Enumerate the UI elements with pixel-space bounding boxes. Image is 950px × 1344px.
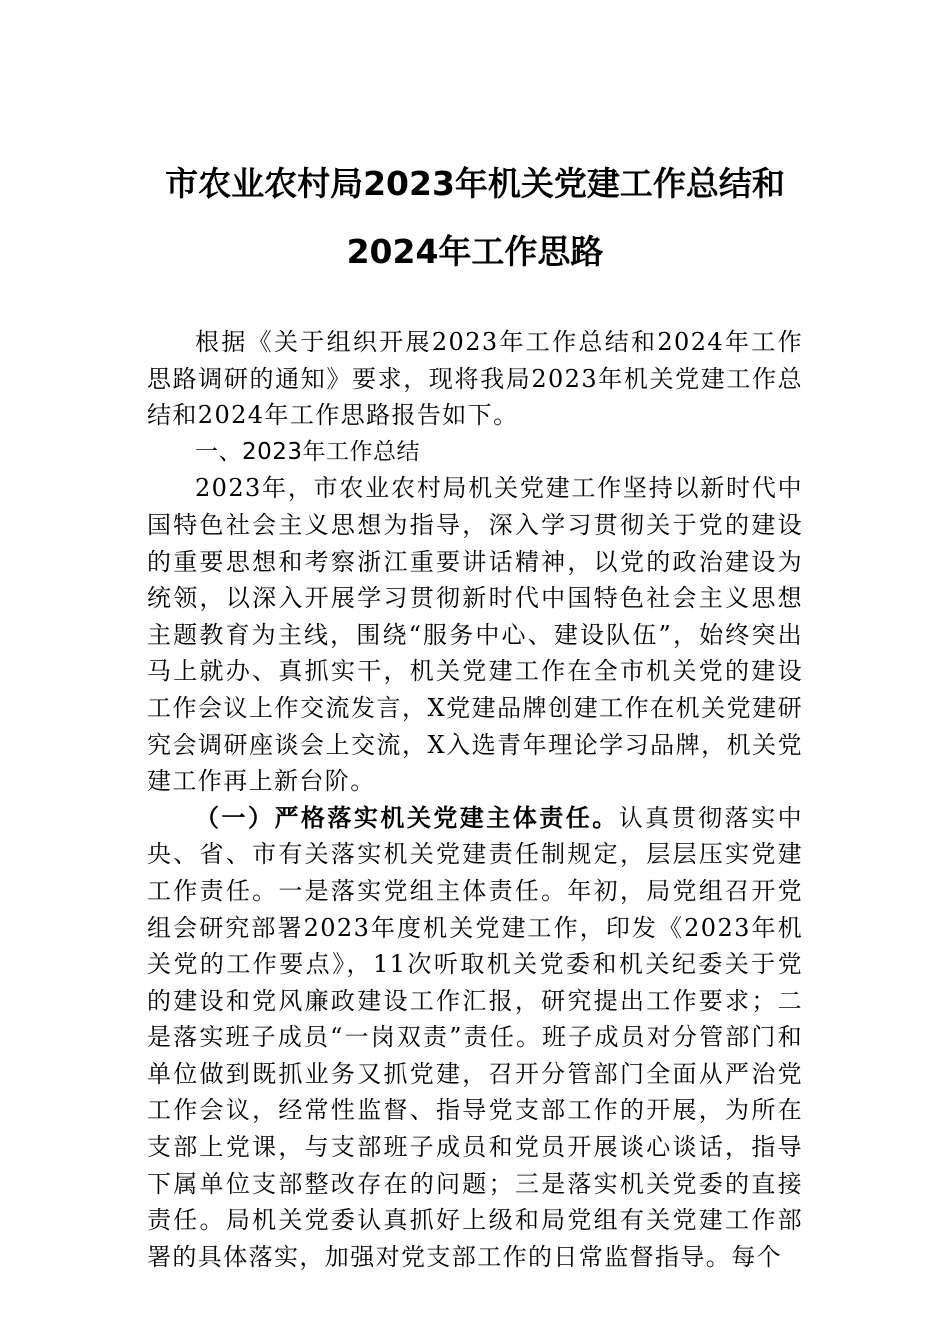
subsection-paragraph <box>147 800 803 1276</box>
document-title-line1: 市农业农村局2023年机关党建工作总结和 <box>165 164 785 203</box>
document-title-line2: 2024年工作思路 <box>346 232 604 271</box>
document-body <box>147 324 803 1275</box>
intro-paragraph: 根据《关于组织开展2023年工作总结和2024年工作思路调研的通知》要求，现将我局2023年机关党建工作总结和2024年工作思路报告如下。 <box>147 328 803 430</box>
subsection-heading: （一）严格落实机关党建主体责任。 <box>195 802 619 832</box>
section-paragraph: 2023年，市农业农村局机关党建工作坚持以新时代中国特色社会主义思想为指导，深入学习贯彻关于党的建设的重要思想和考察浙江重要讲话精神，以党的政治建设为统领，以深入开展学习贯彻新时代中国特色社会主义思想主题教育为主线，围绕“服务中心、建设队伍”，始终突出马上就办、真抓实干，机关党建工作在全市机关党的建设工作会议上作交流发言，X党建品牌创建工作在机关党建研究会调研座谈会上交流，X入选青年理论学习品牌，机关党建工作再上新台阶。 <box>147 474 803 796</box>
section-heading: 一、2023年工作总结 <box>195 438 421 465</box>
subsection-text: 认真贯彻落实中央、省、市有关落实机关党建责任制规定，层层压实党建工作责任。一是落实党组主体责任。年初，局党组召开党组会研究部署2023年度机关党建工作，印发《2023年机关党的工作要点》，11次听取机关党委和机关纪委关于党的建设和党风廉政建设工作汇报，研究提出工作要求；二是落实班子成员“一岗双责”责任。班子成员对分管部门和单位做到既抓业务又抓党建，召开分管部门全面从严治党工作会议，经常性监督、指导党支部工作的开展，为所在支部上党课，与支部班子成员和党员开展谈心谈话，指导下属单位支部整改存在的问题；三是落实机关党委的直接责任。局机关党委认真抓好上级和局党组有关党建工作部署的具体落实，加强对党支部工作的日常监督指导。每个 <box>147 803 803 1271</box>
